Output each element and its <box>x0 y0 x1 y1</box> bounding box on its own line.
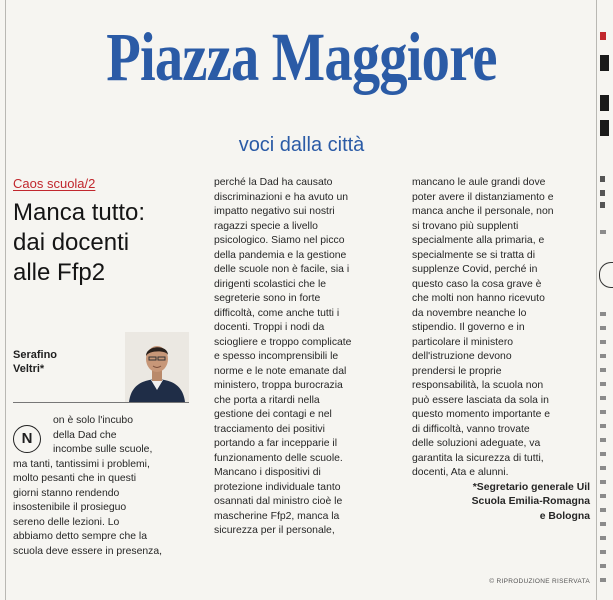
body-text-line: da novembre neanche lo <box>412 307 527 319</box>
body-text-line: dirigenti scolastici che le <box>214 278 327 290</box>
body-text-line: ministero, troppa burocrazia <box>214 380 343 391</box>
body-text-line: tracciamento dei positivi <box>214 423 325 435</box>
body-text-line: che porta a ritardi nella <box>214 394 320 406</box>
body-text-line: mancano le aule grandi dove <box>412 177 546 188</box>
article-headline <box>13 198 203 288</box>
body-text-line: di difficoltà, vanno trovate <box>412 423 530 435</box>
article-column-3 <box>412 176 590 524</box>
body-text-line: abbiamo detto sempre che la <box>13 531 148 542</box>
body-text-line: supplenze Covid, perché in <box>412 264 538 275</box>
body-text-line: questo caso la cosa grave è <box>412 278 542 290</box>
fragment-text <box>600 382 606 386</box>
body-text-line: sereno delle lezioni. Lo <box>13 516 120 528</box>
fragment-text <box>600 326 606 330</box>
author-portrait-icon <box>125 332 189 402</box>
fragment-text <box>600 368 606 372</box>
body-text-line: Mancano i dispositivi di <box>214 467 321 478</box>
dropcap-letter: N <box>13 425 41 453</box>
body-text-line: della pandemia e la gestione <box>214 249 347 261</box>
byline-divider <box>13 402 189 403</box>
body-text-line: specialmente alla primaria, e <box>412 235 545 246</box>
fragment-text <box>600 522 606 526</box>
fragment-text <box>600 452 606 456</box>
body-text-line: giorni stanno rendendo <box>13 487 120 499</box>
fragment-headline <box>600 95 609 111</box>
body-text-line: segreterie sono in forte <box>214 293 321 304</box>
body-text-line: dell'istruzione devono <box>412 351 512 362</box>
author-last-name: Veltri* <box>13 363 45 375</box>
body-text-line: manca anche il personale, non <box>412 206 554 217</box>
fragment-text <box>600 578 606 582</box>
body-text-line: della Dad che <box>53 429 117 441</box>
body-text-line: incombe sulle scuole, <box>53 444 153 455</box>
fragment-text <box>600 424 606 428</box>
fragment-kicker <box>600 32 606 40</box>
copyright-notice: © RIPRODUZIONE RISERVATA <box>489 578 590 585</box>
body-text-line: docenti. Troppi i nodi da <box>214 322 325 333</box>
fragment-text <box>600 202 605 208</box>
masthead-subtitle: voci dalla città <box>238 134 365 156</box>
fragment-text <box>600 466 606 470</box>
article-column-1 <box>13 414 203 559</box>
body-text-line: difficoltà, come anche tutti i <box>214 307 340 319</box>
body-text-line: e spesso incomprensibili le <box>214 351 339 362</box>
body-text-line: on è solo l'incubo <box>53 415 133 426</box>
headline-line: dai docenti <box>13 229 130 256</box>
fragment-text <box>600 480 606 484</box>
article-column-2 <box>214 176 402 539</box>
body-text-line: sciogliere e troppo complicate <box>214 336 352 348</box>
fragment-text <box>600 354 606 358</box>
body-text-line: impatto negativo sui nostri <box>214 206 335 217</box>
fragment-text <box>600 536 606 540</box>
body-text-line: portando a far incepparie il <box>214 438 338 449</box>
body-text-line: molto pesanti che in questi <box>13 473 137 484</box>
body-text-line: discriminazioni e ha avuto un <box>214 191 348 203</box>
body-text-line: norme e le note emanate dal <box>214 365 347 377</box>
body-text-line: ragazzi specie a livello <box>214 220 318 232</box>
body-text-line: funzionamento delle scuole. <box>214 452 343 464</box>
author-signature-line: e Bologna <box>539 510 590 522</box>
fragment-text <box>600 564 606 568</box>
headline-line: alle Ffp2 <box>13 259 106 286</box>
fragment-text <box>600 340 606 344</box>
fragment-text <box>600 396 606 400</box>
body-text-line: psicologico. Siamo nel picco <box>214 235 345 246</box>
left-column-rule <box>5 0 6 600</box>
body-text-line: sicurezza per il personale, <box>214 525 335 536</box>
fragment-text <box>600 438 606 442</box>
body-text-line: docenti, Ata e alunni. <box>412 467 509 478</box>
author-first-name: Serafino <box>13 349 58 361</box>
author-byline <box>13 348 83 376</box>
fragment-text <box>600 508 606 512</box>
body-text-line: protezione individuale tanto <box>214 481 341 493</box>
body-text-line: particolare il ministero <box>412 336 514 348</box>
headline-line: Manca tutto: <box>13 199 146 226</box>
body-text-line: che molti non hanno ricevuto <box>412 293 545 304</box>
fragment-text <box>600 312 606 316</box>
author-photo <box>125 332 189 402</box>
fragment-text <box>600 176 605 182</box>
body-text-line: ma tanti, tantissimi i problemi, <box>13 458 150 470</box>
adjacent-article-fragment <box>597 0 613 600</box>
fragment-text <box>600 550 606 554</box>
body-text-line: scuola deve essere in presenza, <box>13 545 163 557</box>
fragment-text <box>600 190 605 196</box>
body-text-line: delle scuole non è facile, sia i <box>214 264 350 275</box>
body-text-line: osannati dal ministro cioè le <box>214 496 343 507</box>
masthead-title: Piazza Maggiore <box>106 19 497 95</box>
author-signature-line: Scuola Emilia-Romagna <box>471 496 590 507</box>
fragment-text <box>600 230 606 234</box>
body-text-line: delle soluzioni adeguate, va <box>412 438 541 449</box>
author-signature-line: *Segretario generale Uil <box>472 481 590 493</box>
body-text-line: specialmente se si tratta di <box>412 249 536 261</box>
body-text-line: gestione dei contagi e nel <box>214 409 332 420</box>
fragment-headline <box>600 55 609 71</box>
body-text-line: responsabilità, la scuola non <box>412 380 544 391</box>
fragment-text <box>600 410 606 414</box>
fragment-text <box>600 494 606 498</box>
body-text-line: questo momento importante e <box>412 409 551 420</box>
body-text-line: garantita la sicurezza di tutti, <box>412 452 544 464</box>
article-kicker: Caos scuola/2 <box>13 176 96 191</box>
body-text-line: prendersi le proprie <box>412 365 502 377</box>
fragment-dropcap <box>599 262 613 288</box>
body-text-line: mascherine Ffp2, manca la <box>214 510 340 522</box>
fragment-headline <box>600 120 609 136</box>
body-text-line: stipendio. Il governo e in <box>412 322 525 333</box>
body-text-line: perché la Dad ha causato <box>214 177 333 188</box>
body-text-line: può essere lasciata da sola in <box>412 394 549 406</box>
body-text-line: poter avere il distanziamento e <box>412 191 554 203</box>
body-text-line: si trovano più supplenti <box>412 220 519 232</box>
body-text-line: insostenibile il prosieguo <box>13 502 127 513</box>
